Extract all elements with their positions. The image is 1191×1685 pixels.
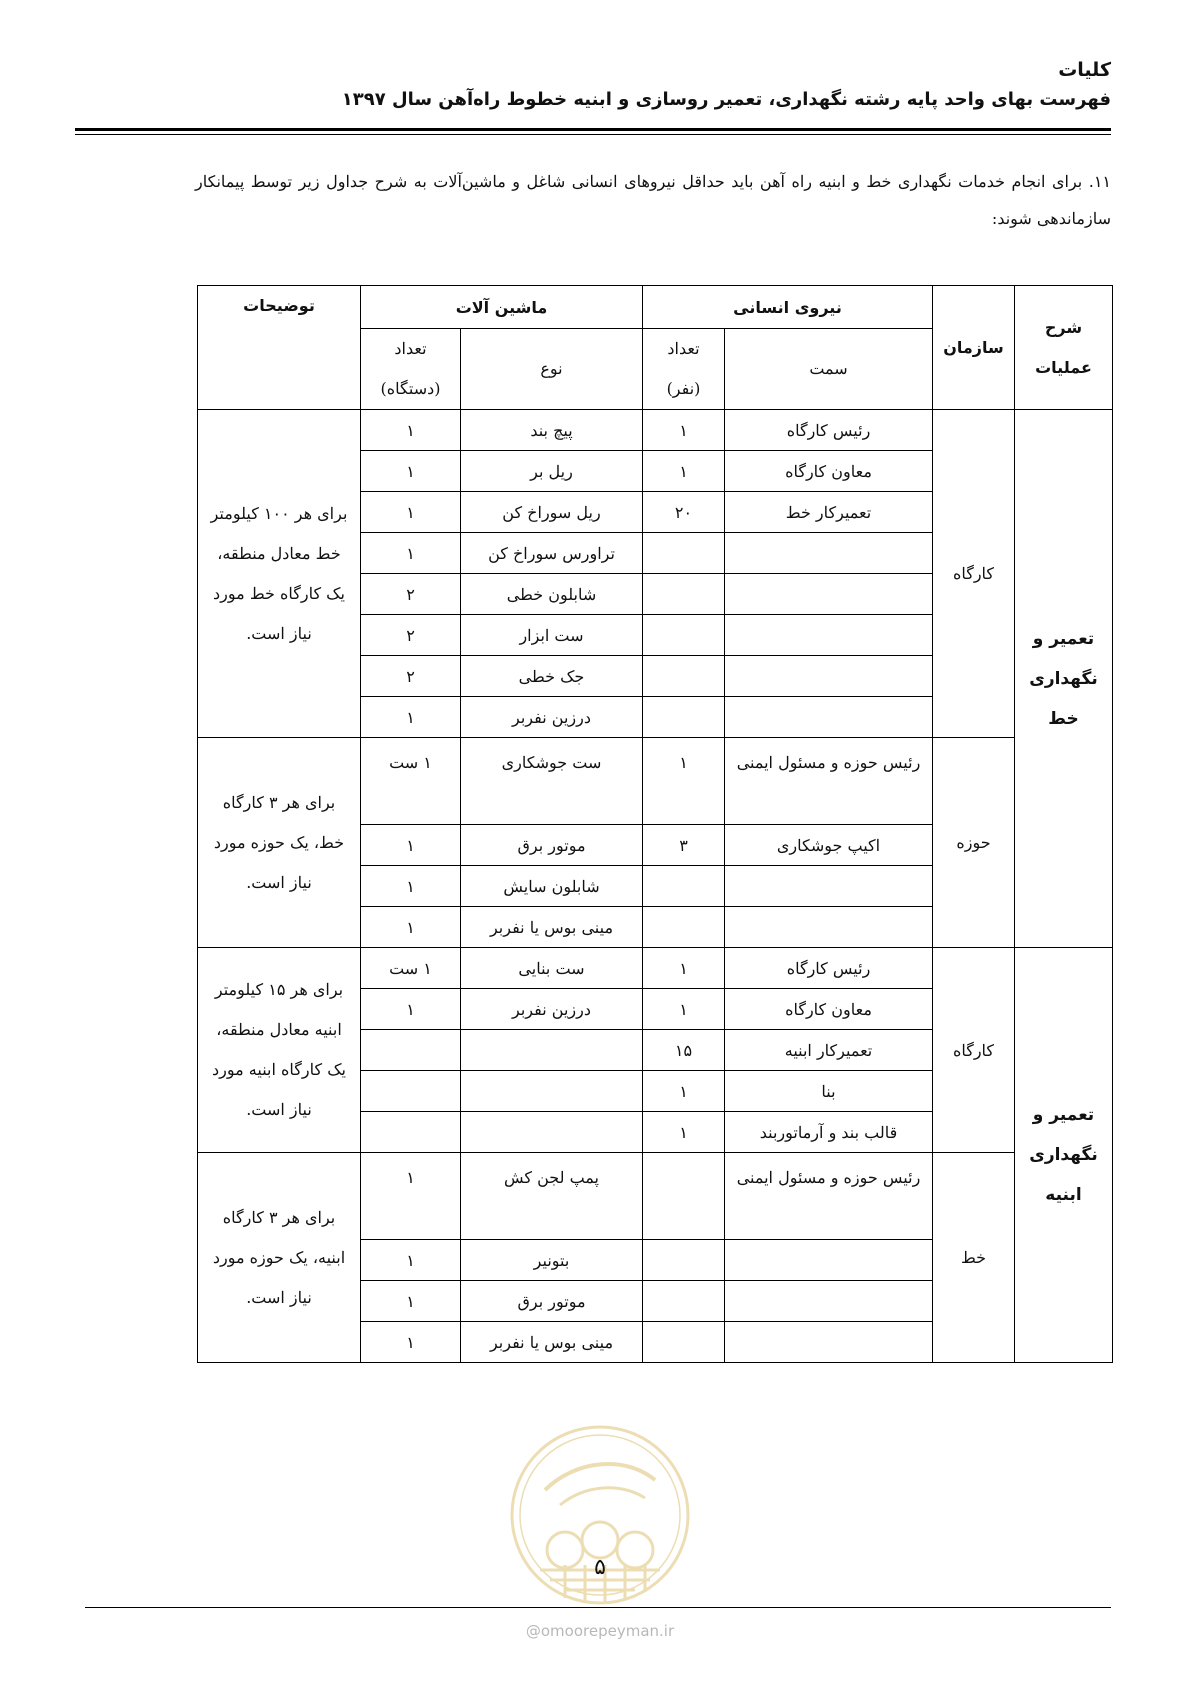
count-people-cell xyxy=(643,656,725,697)
count-people-cell xyxy=(643,1322,725,1363)
position-cell: اکیپ جوشکاری xyxy=(725,825,933,866)
count-units-cell: ۱ xyxy=(361,492,461,533)
count-units-cell: ۱ xyxy=(361,451,461,492)
count-people-cell: ۲۰ xyxy=(643,492,725,533)
machine-type-cell: ست بنایی xyxy=(461,948,643,989)
count-people-cell: ۱ xyxy=(643,948,725,989)
count-units-cell: ۱ xyxy=(361,907,461,948)
count-units-cell: ۱ xyxy=(361,1153,461,1240)
intro-paragraph: ۱۱. برای انجام خدمات نگهداری خط و ابنیه راه آهن باید حداقل نیروهای انسانی شاغل و ماشین‌آلات به شرح جداول زیر توسط پیمانکار سازماندهی شوند: xyxy=(195,172,1111,228)
machine-type-cell: پمپ لجن کش xyxy=(461,1153,643,1240)
position-cell: قالب بند و آرماتوربند xyxy=(725,1112,933,1153)
machine-type-cell: تراورس سوراخ کن xyxy=(461,533,643,574)
position-cell: تعمیرکار ابنیه xyxy=(725,1030,933,1071)
machine-type-cell: موتور برق xyxy=(461,1281,643,1322)
count-people-cell: ۱ xyxy=(643,1071,725,1112)
machine-type-cell: بتونیر xyxy=(461,1240,643,1281)
count-people-cell: ۱ xyxy=(643,451,725,492)
count-units-cell: ۱ xyxy=(361,533,461,574)
count-units-cell: ۱ xyxy=(361,410,461,451)
machine-type-cell: مینی بوس یا نفربر xyxy=(461,1322,643,1363)
subheader-type: نوع xyxy=(461,329,643,410)
position-cell xyxy=(725,574,933,615)
document-title: فهرست بهای واحد پایه رشته نگهداری، تعمیر روسازی و ابنیه خطوط راه‌آهن سال ۱۳۹۷ xyxy=(341,89,1111,110)
header-rule-thick xyxy=(75,128,1111,131)
position-cell xyxy=(725,615,933,656)
position-cell xyxy=(725,697,933,738)
position-cell: رئیس حوزه و مسئول ایمنی xyxy=(725,738,933,825)
position-cell: بنا xyxy=(725,1071,933,1112)
count-units-cell: ۱ xyxy=(361,1322,461,1363)
count-people-cell xyxy=(643,697,725,738)
count-people-cell: ۳ xyxy=(643,825,725,866)
operation-cell: تعمیر و نگهداری ابنیه xyxy=(1015,948,1113,1363)
count-people-cell xyxy=(643,615,725,656)
machine-type-cell: ریل بر xyxy=(461,451,643,492)
header-description: توضیحات xyxy=(198,286,361,410)
machine-type-cell: درزین نفربر xyxy=(461,697,643,738)
operation-cell: تعمیر و نگهداری خط xyxy=(1015,410,1113,948)
count-units-cell: ۱ xyxy=(361,989,461,1030)
count-units-cell: ۱ xyxy=(361,866,461,907)
description-cell: برای هر ۱۵ کیلومتر ابنیه معادل منطقه، یک کارگاه ابنیه مورد نیاز است. xyxy=(198,948,361,1153)
count-units-cell: ۱ xyxy=(361,697,461,738)
table-row xyxy=(198,738,1113,825)
table-row xyxy=(198,948,1113,989)
organization-cell: کارگاه xyxy=(933,948,1015,1153)
machine-type-cell: مینی بوس یا نفربر xyxy=(461,907,643,948)
count-units-cell xyxy=(361,1071,461,1112)
count-units-cell: ۱ ست xyxy=(361,948,461,989)
position-cell: تعمیرکار خط xyxy=(725,492,933,533)
page-number: ۵ xyxy=(594,1555,606,1580)
position-cell xyxy=(725,656,933,697)
description-cell: برای هر ۱۰۰ کیلومتر خط معادل منطقه، یک کارگاه خط مورد نیاز است. xyxy=(198,410,361,738)
description-cell: برای هر ۳ کارگاه ابنیه، یک حوزه مورد نیاز است. xyxy=(198,1153,361,1363)
count-people-cell: ۱ xyxy=(643,989,725,1030)
header-organization: سازمان xyxy=(933,286,1015,410)
position-cell xyxy=(725,1281,933,1322)
count-units-cell: ۱ ست xyxy=(361,738,461,825)
count-units-cell xyxy=(361,1112,461,1153)
position-cell: معاون کارگاه xyxy=(725,989,933,1030)
machine-type-cell: پیچ بند xyxy=(461,410,643,451)
position-cell xyxy=(725,866,933,907)
position-cell xyxy=(725,1240,933,1281)
position-cell xyxy=(725,907,933,948)
machine-type-cell: ریل سوراخ کن xyxy=(461,492,643,533)
position-cell: معاون کارگاه xyxy=(725,451,933,492)
position-cell: رئیس کارگاه xyxy=(725,410,933,451)
machine-type-cell: ست جوشکاری xyxy=(461,738,643,825)
count-people-cell xyxy=(643,1153,725,1240)
table-row xyxy=(198,410,1113,451)
machine-type-cell: موتور برق xyxy=(461,825,643,866)
header-machinery: ماشین آلات xyxy=(361,286,643,329)
position-cell xyxy=(725,533,933,574)
operations-table xyxy=(197,285,1113,1363)
section-title: کلیات xyxy=(1058,59,1111,81)
count-units-cell: ۲ xyxy=(361,574,461,615)
machine-type-cell: شابلون خطی xyxy=(461,574,643,615)
count-units-cell: ۲ xyxy=(361,615,461,656)
table-header-row xyxy=(198,286,1113,329)
organization-cell: کارگاه xyxy=(933,410,1015,738)
count-units-cell: ۲ xyxy=(361,656,461,697)
organization-cell: خط xyxy=(933,1153,1015,1363)
subheader-count-people: تعداد (نفر) xyxy=(643,329,725,410)
machine-type-cell: درزین نفربر xyxy=(461,989,643,1030)
machine-type-cell: جک خطی xyxy=(461,656,643,697)
subheader-count-units: تعداد (دستگاه) xyxy=(361,329,461,410)
count-people-cell: ۱ xyxy=(643,1112,725,1153)
count-people-cell: ۱۵ xyxy=(643,1030,725,1071)
count-people-cell xyxy=(643,1240,725,1281)
position-cell: رئیس حوزه و مسئول ایمنی xyxy=(725,1153,933,1240)
organization-cell: حوزه xyxy=(933,738,1015,948)
description-cell: برای هر ۳ کارگاه خط، یک حوزه مورد نیاز است. xyxy=(198,738,361,948)
watermark-seal-icon xyxy=(505,1420,695,1610)
count-people-cell: ۱ xyxy=(643,410,725,451)
machine-type-cell xyxy=(461,1112,643,1153)
count-units-cell xyxy=(361,1030,461,1071)
table-row xyxy=(198,1153,1113,1240)
machine-type-cell: ست ابزار xyxy=(461,615,643,656)
count-units-cell: ۱ xyxy=(361,825,461,866)
count-units-cell: ۱ xyxy=(361,1281,461,1322)
footer-rule xyxy=(85,1607,1111,1608)
header-rule-thin xyxy=(75,134,1111,135)
count-people-cell: ۱ xyxy=(643,738,725,825)
watermark-url: @omoorepeyman.ir xyxy=(525,1622,675,1640)
count-people-cell xyxy=(643,574,725,615)
count-units-cell: ۱ xyxy=(361,1240,461,1281)
position-cell xyxy=(725,1322,933,1363)
count-people-cell xyxy=(643,866,725,907)
machine-type-cell xyxy=(461,1071,643,1112)
count-people-cell xyxy=(643,533,725,574)
machine-type-cell: شابلون سایش xyxy=(461,866,643,907)
count-people-cell xyxy=(643,1281,725,1322)
page-header xyxy=(75,55,1111,115)
header-manpower: نیروی انسانی xyxy=(643,286,933,329)
position-cell: رئیس کارگاه xyxy=(725,948,933,989)
header-operation: شرح عملیات xyxy=(1015,286,1113,410)
count-people-cell xyxy=(643,907,725,948)
subheader-position: سمت xyxy=(725,329,933,410)
machine-type-cell xyxy=(461,1030,643,1071)
